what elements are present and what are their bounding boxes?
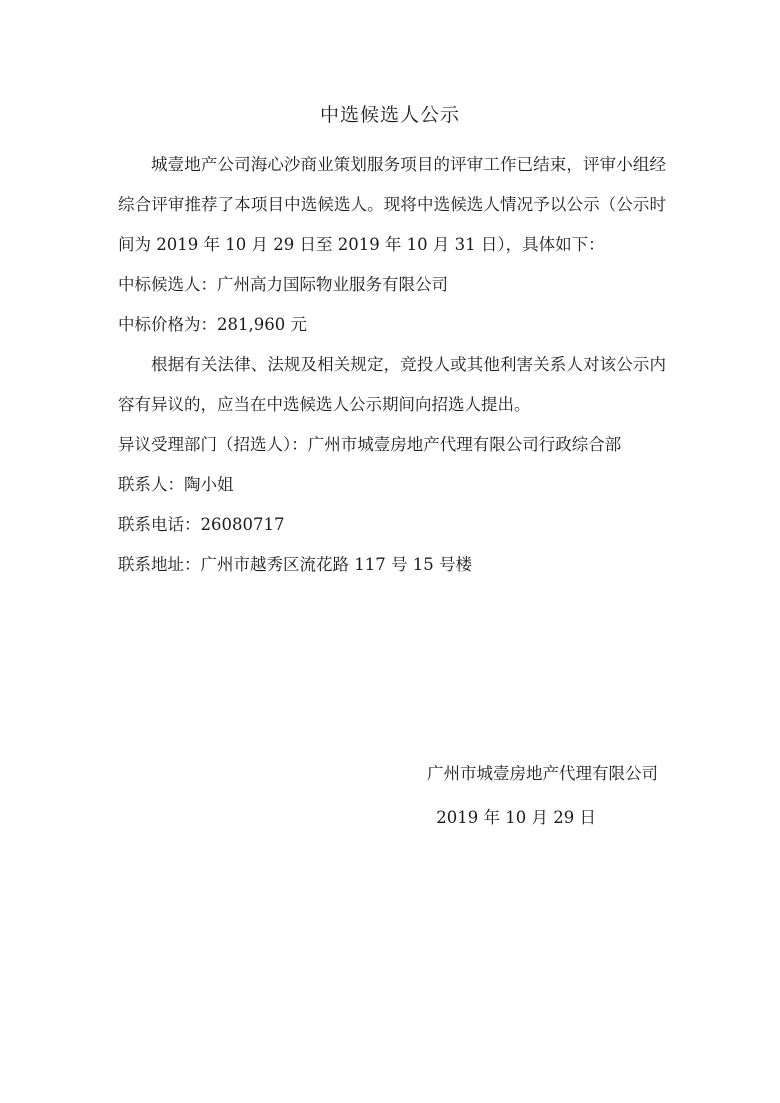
signature-company: 广州市城壹房地产代理有限公司 bbox=[427, 764, 658, 783]
contact-person-line: 联系人：陶小姐 bbox=[118, 475, 234, 494]
objection-notice-paragraph: 根据有关法律、法规及相关规定，竞投人或其他利害关系人对该公示内容有异议的，应当在中选候选人公示期间向招选人提出。 bbox=[118, 355, 666, 414]
document-title: 中选候选人公示 bbox=[319, 104, 460, 126]
contact-phone-line: 联系电话：26080717 bbox=[118, 515, 285, 534]
price-line: 中标价格为：281,960 元 bbox=[118, 315, 307, 334]
intro-paragraph: 城壹地产公司海心沙商业策划服务项目的评审工作已结束，评审小组经综合评审推荐了本项目中选候选人。现将中选候选人情况予以公示（公示时间为 2019 年 10 月 29 日至 2019 年 10 月 31 日），具体如下： bbox=[118, 155, 666, 254]
candidate-line: 中标候选人：广州高力国际物业服务有限公司 bbox=[118, 275, 448, 294]
signature-date: 2019 年 10 月 29 日 bbox=[436, 808, 596, 827]
objection-department-line: 异议受理部门（招选人）：广州市城壹房地产代理有限公司行政综合部 bbox=[118, 435, 622, 454]
contact-address-line: 联系地址：广州市越秀区流花路 117 号 15 号楼 bbox=[118, 555, 472, 574]
document-body bbox=[118, 145, 666, 585]
signature-block bbox=[427, 752, 658, 840]
